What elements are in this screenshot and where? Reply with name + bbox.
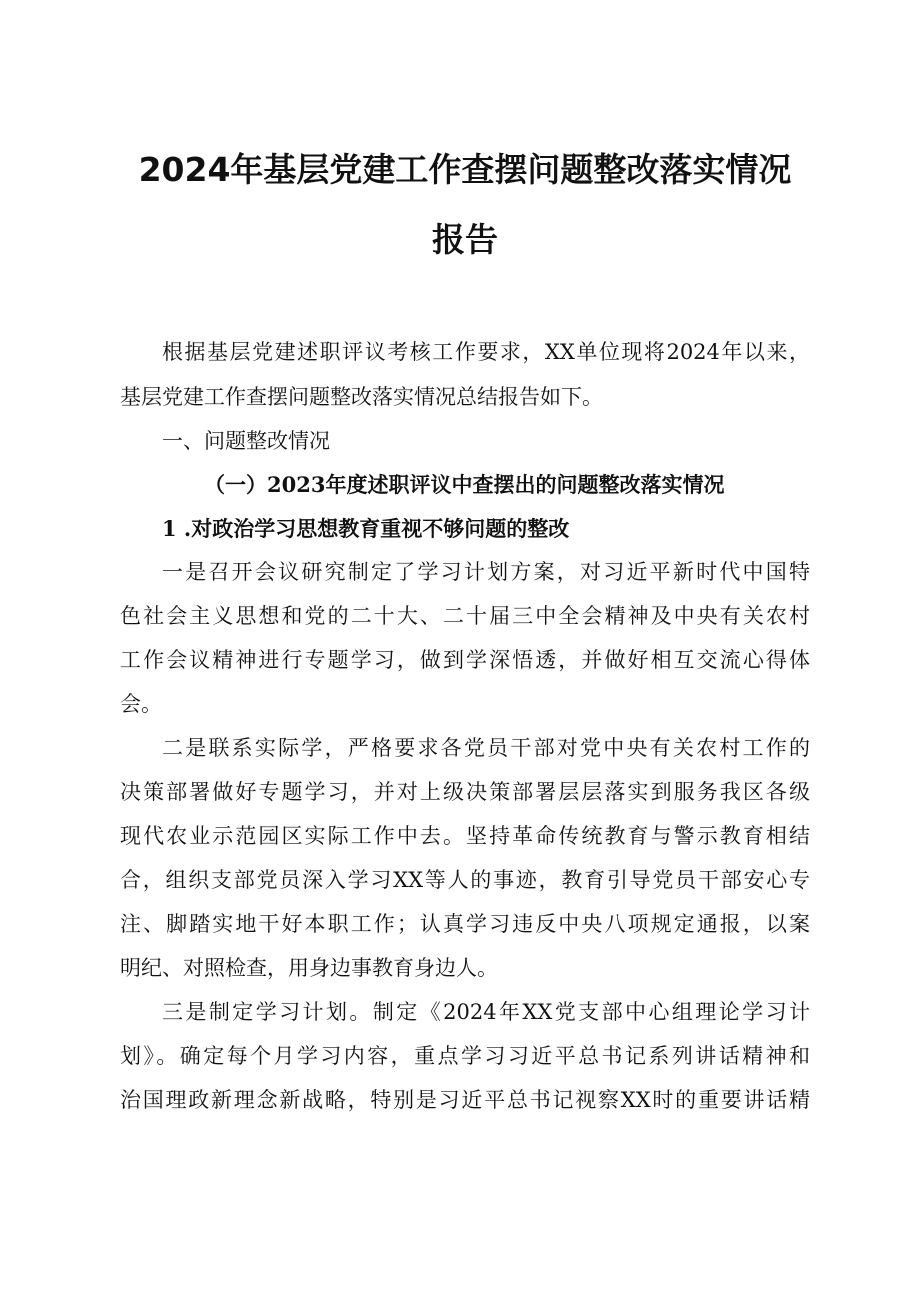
- para2-line-3: 现代农业示范园区实际工作中去。坚持革命传统教育与警示教育相结: [120, 824, 810, 848]
- para1-lead: 一是: [162, 560, 209, 584]
- subsection-heading-1: （一）2023年度述职评议中查摆出的问题整改落实情况: [204, 472, 725, 497]
- para3-line-2: 划》。确定每个月学习内容，重点学习习近平总书记系列讲话精神和: [120, 1044, 810, 1068]
- para1-line-1: [120, 557, 810, 587]
- para1-line-1-text: 召开会议研究制定了学习计划方案，对习近平新时代中国特: [208, 560, 811, 584]
- para2-line-6: 明纪、对照检查，用身边事教育身边人。: [120, 956, 498, 980]
- intro-line-1: 根据基层党建述职评议考核工作要求，XX单位现将2024年以来，: [162, 340, 810, 364]
- intro-line-2: 基层党建工作查摆问题整改落实情况总结报告如下。: [120, 385, 603, 409]
- para2-lead: 二是: [162, 736, 209, 760]
- para3-lead: 三是制: [162, 1000, 233, 1024]
- item-heading-1: 1 .对政治学习思想教育重视不够问题的整改: [162, 516, 570, 541]
- para1-line-4: 会。: [120, 692, 162, 716]
- para2-line-2: 决策部署做好专题学习，并对上级决策部署层层落实到服务我区各级: [120, 780, 810, 804]
- document-title-line-1: 2024年基层党建工作查摆问题整改落实情况: [138, 150, 792, 189]
- para2-line-4: 合，组织支部党员深入学习XX等人的事迹，教育引导党员干部安心专: [120, 868, 810, 892]
- para1-line-3: 工作会议精神进行专题学习，做到学深悟透，并做好相互交流心得体: [120, 648, 810, 672]
- document-title-line-2: 报告: [432, 220, 498, 259]
- para2-line-1-text: 联系实际学，严格要求各党员干部对党中央有关农村工作的: [208, 736, 811, 760]
- para3-line-3: 治国理政新理念新战略，特别是习近平总书记视察XX时的重要讲话精: [120, 1088, 810, 1112]
- para2-line-5: 注、脚踏实地干好本职工作；认真学习违反中央八项规定通报，以案: [120, 912, 810, 936]
- para3-line-1-text: 定学习计划。制定《2024年XX党支部中心组理论学习计: [232, 1000, 811, 1024]
- para3-line-1: [120, 997, 810, 1027]
- para2-line-1: [120, 733, 810, 763]
- para1-line-2: 色社会主义思想和党的二十大、二十届三中全会精神及中央有关农村: [120, 604, 810, 628]
- section-heading-1: 一、问题整改情况: [162, 429, 330, 453]
